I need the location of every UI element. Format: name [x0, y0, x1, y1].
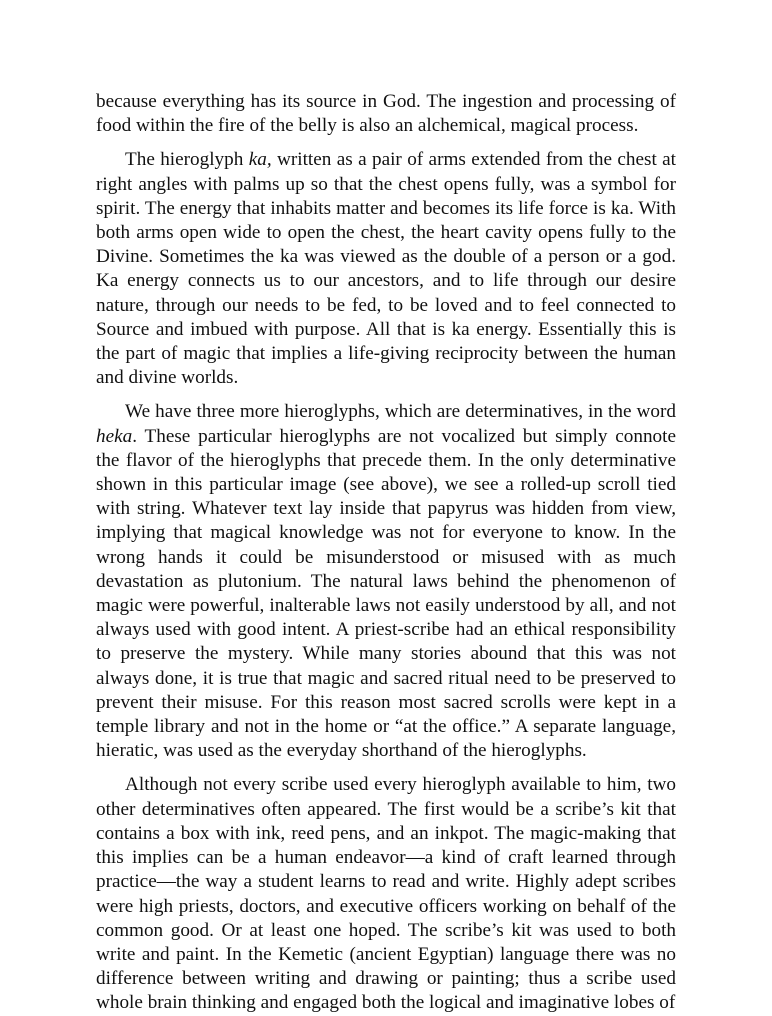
paragraph-2-text-a: The hieroglyph: [125, 149, 249, 171]
paragraph-2-text-b: written as a pair of arms extended from the chest at right angles with palms up so that the chest opens fully, was a symbol for spirit. The energy that inhabits matter and becomes its life force is ka. With both arms open wide to open the chest, the heart cavity opens fully to the Divine. Sometimes the ka was viewed as the double of a person or a god. Ka energy connects us to our ancestors, and to life through our desire nature, through our needs to be fed, to be loved and to feel connected to Source and imbued with purpose. All that is ka energy. Essentially this is the part of magic that implies a life-giving reciprocity between the human and divine worlds.: [96, 149, 676, 389]
paragraph-4: [96, 773, 676, 1015]
paragraph-3-text-a: We have three more hieroglyphs, which are determinatives, in the word: [125, 401, 676, 423]
paragraph-3: [96, 400, 676, 763]
paragraph-2-term-ka: ka,: [248, 149, 272, 171]
paragraph-1: [96, 90, 676, 138]
paragraph-4-text: Although not every scribe used every hieroglyph available to him, two other determinatives often appeared. The first would be a scribe’s kit that contains a box with ink, reed pens, and an inkpot. The magic-making that this implies can be a human endeavor—a kind of craft learned through practice—the way a student learns to read and write. Highly adept scribes were high priests, doctors, and executive officers working on behalf of the common good. Or at least one hoped. The scribe’s kit was used to both write and paint. In the Kemetic (ancient Egyptian) language there was no difference between writing and drawing or painting; thus a scribe used whole brain thinking and engaged both the logical and imaginative lobes of: [96, 774, 676, 1014]
paragraph-3-term-heka: heka: [96, 425, 133, 447]
paragraph-1-text: because everything has its source in God. The ingestion and processing of food within the fire of the belly is also an alchemical, magical process.: [96, 91, 676, 137]
paragraph-2: [96, 148, 676, 390]
paragraph-3-text-b: . These particular hieroglyphs are not vocalized but simply connote the flavor of the hieroglyphs that precede them. In the only determinative shown in this particular image (see above), we see a rolled-up scroll tied with string. Whatever text lay inside that papyrus was hidden from view, implying that magical knowledge was not for everyone to know. In the wrong hands it could be misunderstood or misused with as much devastation as plutonium. The natural laws behind the phenomenon of magic were powerful, inalterable laws not easily understood by all, and not always used with good intent. A priest-scribe had an ethical responsibility to preserve the mystery. While many stories abound that this was not always done, it is true that magic and sacred ritual need to be preserved to prevent their misuse. For this reason most sacred scrolls were kept in a temple library and not in the home or “at the office.” A separate language, hieratic, was used as the everyday shorthand of the hieroglyphs.: [96, 425, 676, 762]
